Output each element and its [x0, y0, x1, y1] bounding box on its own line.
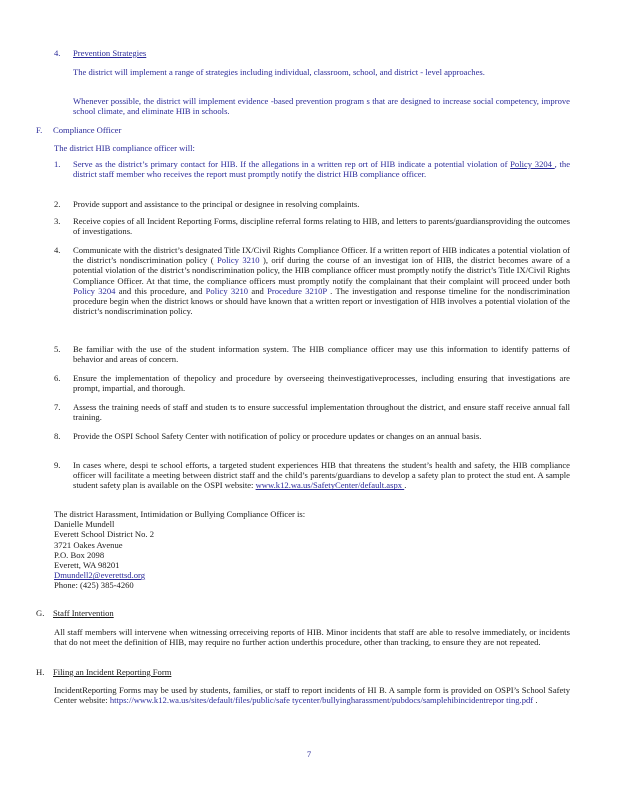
f-item-4-text-c: and this procedure, and — [115, 285, 206, 296]
section-h-text-b: . — [533, 695, 538, 706]
prevention-heading — [73, 48, 570, 58]
safety-center-link[interactable]: www.k12.wa.us/SafetyCenter/default.aspx — [255, 480, 405, 491]
f-item-1 — [73, 159, 570, 179]
prevention-number: 4. — [54, 48, 61, 58]
f-item-9-text-a: In cases where, despi te school efforts, a targeted student experiences HIB that threatens the student’s health and safety, the HIB compliance officer will facilitate a meeting between district staff and the child’s parents/guardians to develop a safety plan to protect the stud ent. A sample student safety plan is available on the OSPI website: — [73, 460, 570, 491]
f-item-1-number: 1. — [54, 159, 61, 169]
f-item-3: Receive copies of all Incident Reporting Forms, discipline referral forms relating to HIB, and letters to parents/guardiansproviding the outcomes of investigations. — [73, 216, 570, 237]
f-item-6: Ensure the implementation of thepolicy and procedure by overseeing theinvestigativeprocesses, including ensuring that investigations are prompt, impartial, and thorough. — [73, 373, 570, 394]
policy-3204-link[interactable]: Policy 3204 — [510, 159, 555, 169]
officer-org: Everett School District No. 2 — [54, 529, 155, 540]
f-item-5-number: 5. — [54, 344, 61, 354]
section-h-text-a: IncidentReporting Forms may be used by students, families, or staff to report incidents of HI B. A sample form is provided on OSPI’s School Safety Center website: — [54, 685, 570, 706]
officer-intro: The district Harassment, Intimidation or Bullying Compliance Officer is: — [54, 509, 306, 519]
f-item-2-number: 2. — [54, 199, 61, 209]
section-g-heading — [36, 608, 114, 618]
f-item-1-text-a: Serve as the district’s primary contact for HIB. If the allegations in a written rep ort of HIB indicate a potential violation of — [73, 159, 511, 169]
f-item-4 — [73, 245, 570, 316]
f-item-4-text-a: Communicate with the district’s designated Title IX/Civil Rights Compliance Officer. If a written report of HIB indicates a potential violation of the district’s nondiscrimination policy ( — [73, 245, 570, 266]
f-item-5: Be familiar with the use of the student information system. The HIB compliance officer may use this information to identify patterns of behavior and areas of concern. — [73, 344, 570, 365]
section-g-title: Staff Intervention — [53, 608, 114, 618]
officer-street: 3721 Oakes Avenue — [54, 539, 123, 550]
prevention-paragraph-2: Whenever possible, the district will implement evidence -based prevention program s that are designed to increase social competency, improve school climate, and eliminate HIB in schools. — [73, 96, 570, 117]
f-item-8-number: 8. — [54, 431, 61, 441]
procedure-3210p-link[interactable]: Procedure 3210P — [267, 285, 327, 296]
officer-phone: Phone: (425) 385-4260 — [54, 580, 134, 591]
f-item-4-text-b: ), orif during the course of an investigat ion of HIB, the district becomes aware of a potential violation of the district’s nondiscrimination policy, the HIB compliance officer must promptly notify the district’s Title IX/Civil Rights Compliance Officer. At that time, the compliance officers must promptly notify the complainant that their complaint will proceed under both — [73, 255, 570, 286]
section-f-title: Compliance Officer — [53, 125, 122, 135]
f-item-1-text-b: , the district staff member who receives the report must promptly notify the district HIB compliance officer. — [73, 159, 571, 180]
f-item-4-text-e: . The investigation and response timeline for the nondiscrimination procedure begin when the district knows or should have known that a written report or investigation of HIB involves a potential violation of the district’s nondiscrimination policy. — [73, 285, 570, 317]
f-item-4-number: 4. — [54, 245, 61, 255]
section-g-letter: G. — [36, 608, 45, 618]
policy-3210-link-1[interactable]: Policy 3210 — [217, 255, 260, 266]
prevention-paragraph-1: The district will implement a range of strategies including individual, classroom, school, and district - level approaches. — [73, 67, 485, 77]
f-item-7: Assess the training needs of staff and studen ts to ensure successful implementation throughout the district, and ensure staff receive annual fall training. — [73, 402, 570, 423]
section-g-paragraph: All staff members will intervene when witnessing orreceiving reports of HIB. Minor incidents that staff are able to resolve immediately, or incidents that do not meet the definition of HIB, may require no further action underthis procedure, other than tracking, to ensure they are not repeated. — [54, 627, 570, 648]
section-f-heading — [36, 125, 121, 135]
f-item-9 — [73, 460, 570, 491]
officer-city: Everett, WA 98201 — [54, 560, 120, 571]
f-item-2: Provide support and assistance to the principal or designee in resolving complaints. — [73, 199, 360, 209]
f-item-8: Provide the OSPI School Safety Center with notification of policy or procedure updates or changes on an annual basis. — [73, 431, 482, 441]
section-h-heading — [36, 667, 171, 677]
page-number: 7 — [306, 749, 312, 759]
section-h-title: Filing an Incident Reporting Form — [53, 667, 172, 677]
f-item-9-number: 9. — [54, 460, 61, 470]
compliance-officer-block — [54, 509, 305, 591]
f-item-3-number: 3. — [54, 216, 61, 226]
officer-name: Danielle Mundell — [54, 519, 115, 530]
section-h-paragraph — [54, 685, 570, 705]
section-f-letter: F. — [36, 125, 43, 135]
incident-form-link[interactable]: https://www.k12.wa.us/sites/default/files/public/safe tycenter/bullyingharassment/pubdocs/samplehibincidentrepor ting.pdf — [109, 695, 534, 706]
f-item-4-text-d: and — [248, 285, 268, 296]
policy-3210-link-2[interactable]: Policy 3210 — [205, 285, 249, 296]
policy-3204-link-2[interactable]: Policy 3204 — [73, 285, 116, 296]
f-item-6-number: 6. — [54, 373, 61, 383]
officer-po-box: P.O. Box 2098 — [54, 549, 105, 560]
officer-email-link[interactable]: Dmundell2@everettsd.org — [54, 570, 146, 581]
section-h-letter: H. — [36, 667, 45, 677]
section-f-intro: The district HIB compliance officer will: — [54, 143, 195, 153]
prevention-heading-text: Prevention Strategies — [73, 48, 147, 58]
f-item-7-number: 7. — [54, 402, 61, 412]
f-item-9-text-b: . — [404, 480, 407, 491]
